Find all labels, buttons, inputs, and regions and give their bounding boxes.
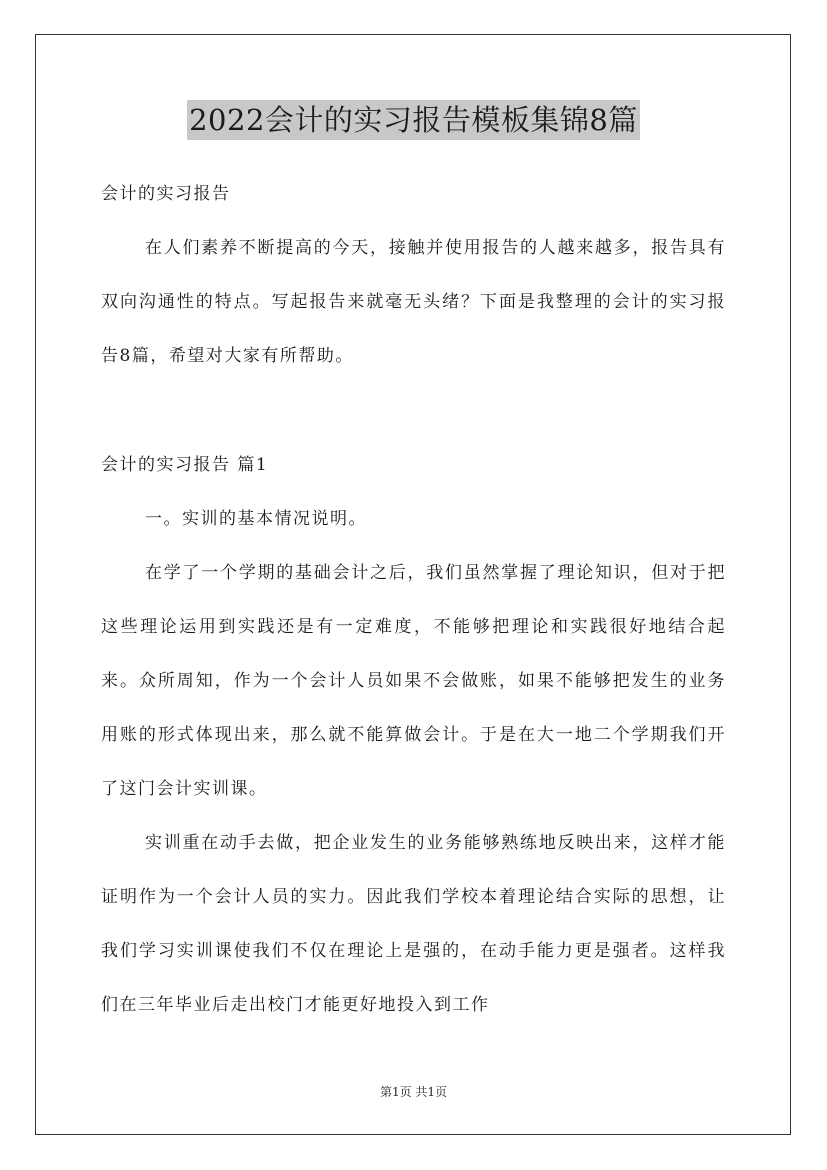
document-title: 2022会计的实习报告模板集锦8篇 [187, 100, 640, 140]
title-container [0, 100, 827, 140]
section1-paragraph-1: 在学了一个学期的基础会计之后，我们虽然掌握了理论知识，但对于把这些理论运用到实践还是有一定难度，不能够把理论和实践很好地结合起来。众所周知，作为一个会计人员如果不会做账，如果不能够把发生的业务用账的形式体现出来，那么就不能算做会计。于是在大一地二个学期我们开了这门会计实训课。 [101, 563, 726, 799]
section1-paragraph-2: 实训重在动手去做，把企业发生的业务能够熟练地反映出来，这样才能证明作为一个会计人员的实力。因此我们学校本着理论结合实际的思想，让我们学习实训课使我们不仅在理论上是强的，在动手能力更是强者。这样我们在三年毕业后走出校门才能更好地投入到工作 [101, 833, 726, 1015]
section-1 [101, 438, 726, 1032]
section1-heading: 会计的实习报告 篇1 [101, 455, 269, 475]
page-footer: 第1页 共1页 [379, 1085, 448, 1099]
intro-paragraph: 在人们素养不断提高的今天，接触并使用报告的人越来越多，报告具有双向沟通性的特点。写起报告来就毫无头绪？下面是我整理的会计的实习报告8篇，希望对大家有所帮助。 [101, 238, 726, 366]
intro-heading: 会计的实习报告 [101, 184, 231, 204]
document-body [101, 167, 726, 383]
section1-subheading: 一。实训的基本情况说明。 [145, 509, 367, 529]
